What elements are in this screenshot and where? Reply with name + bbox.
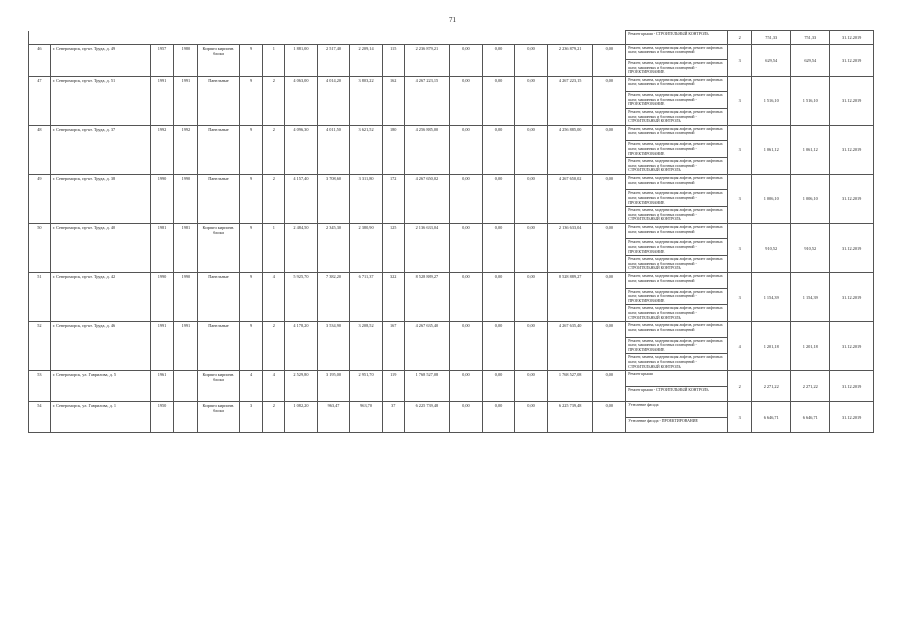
residents-cell: 119 (382, 371, 404, 402)
owner-funds-cell: 4 267 223,15 (547, 76, 593, 125)
living-area-cell: 4 011,50 (317, 125, 350, 174)
address-cell: г. Североморск, пр-кт. Труда, д. 42 (50, 273, 150, 322)
total-cost-cell: 6 225 739,48 (404, 402, 450, 433)
work-type-cell: Ремонт крыши - СТРОИТЕЛЬНЫЙ КОНТРОЛЬ (626, 31, 728, 45)
living-area-cell: 2 345,30 (317, 223, 350, 272)
total-area-cell: 1 881,00 (285, 44, 318, 76)
regional-funds-cell: 0,00 (482, 322, 515, 371)
other-funds-cell: 0,00 (593, 273, 626, 322)
owner-funds-cell: 6 225 739,48 (547, 402, 593, 433)
residents-cell: 115 (382, 44, 404, 76)
owned-area-cell: 6 711,37 (350, 273, 383, 322)
work-count-cell: 2 (728, 371, 752, 402)
table-row (29, 125, 874, 141)
overhaul-year-cell: 1990 (174, 174, 198, 223)
owner-funds-cell: 8 528 889,27 (547, 273, 593, 322)
owned-area-cell: 963,70 (350, 402, 383, 433)
wall-material-cell: Кирпич кирпичн. блоки (198, 402, 239, 433)
wall-material-cell: Кирпич кирпичн. блоки (198, 223, 239, 272)
unit-cost-cell: 751,33 (752, 31, 791, 45)
floors-cell: 9 (239, 273, 263, 322)
work-type-cell: Ремонт, замена, модернизация лифтов, ремонт лифтовых шахт, машинных и блочных помещений (626, 174, 728, 190)
regional-funds-cell: 0,00 (482, 125, 515, 174)
federal-funds-cell: 0,00 (450, 125, 483, 174)
work-count-cell: 3 (728, 223, 752, 272)
page-number: 71 (449, 16, 456, 24)
work-count-cell: 4 (728, 322, 752, 371)
owner-funds-cell: 4 256 885,00 (547, 125, 593, 174)
work-type-cell: Ремонт, замена, модернизация лифтов, ремонт лифтовых шахт, машинных и блочных помещений - СТРОИТЕЛЬНЫЙ КОНТРОЛЬ (626, 354, 728, 371)
max-cost-cell: 1 061,12 (791, 125, 830, 174)
entrances-cell: 1 (263, 223, 285, 272)
work-count-cell: 2 (728, 31, 752, 45)
owner-funds-cell: 2 136 633,04 (547, 223, 593, 272)
wall-material-cell: Панельные (198, 322, 239, 371)
address-cell: г. Североморск, пр-кт. Труда, д. 37 (50, 125, 150, 174)
total-cost-cell: 4 256 885,00 (404, 125, 450, 174)
living-area-cell: 4 014,20 (317, 76, 350, 125)
deadline-cell: 31.12.2019 (830, 174, 874, 223)
regional-funds-cell: 0,00 (482, 273, 515, 322)
work-type-cell: Ремонт, замена, модернизация лифтов, ремонт лифтовых шахт, машинных и блочных помещений (626, 322, 728, 338)
work-type-cell: Ремонт, замена, модернизация лифтов, ремонт лифтовых шахт, машинных и блочных помещений - СТРОИТЕЛЬНЫЙ КОНТРОЛЬ (626, 256, 728, 273)
floors-cell: 4 (239, 371, 263, 402)
work-type-cell: Ремонт, замена, модернизация лифтов, ремонт лифтовых шахт, машинных и блочных помещений (626, 125, 728, 141)
entrances-cell: 2 (263, 125, 285, 174)
work-type-cell: Ремонт, замена, модернизация лифтов, ремонт лифтовых шахт, машинных и блочных помещений - СТРОИТЕЛЬНЫЙ КОНТРОЛЬ (626, 207, 728, 224)
entrances-cell: 2 (263, 402, 285, 433)
work-count-cell: 3 (728, 125, 752, 174)
build-year-cell: 1990 (150, 273, 174, 322)
work-count-cell: 3 (728, 174, 752, 223)
total-area-cell: 4 157,40 (285, 174, 318, 223)
living-area-cell: 7 382,20 (317, 273, 350, 322)
overhaul-year-cell: 1992 (174, 125, 198, 174)
unit-cost-cell: 2 271,22 (752, 371, 791, 402)
floors-cell: 9 (239, 125, 263, 174)
living-area-cell: 3 708,60 (317, 174, 350, 223)
work-type-cell: Ремонт, замена, модернизация лифтов, ремонт лифтовых шахт, машинных и блочных помещений (626, 273, 728, 289)
wall-material-cell: Панельные (198, 174, 239, 223)
total-area-cell: 1 082,20 (285, 402, 318, 433)
address-cell: г. Североморск, пр-кт. Труда, д. 46 (50, 322, 150, 371)
total-cost-cell: 4 267 223,15 (404, 76, 450, 125)
local-funds-cell: 0,00 (515, 125, 548, 174)
deadline-cell: 31.12.2019 (830, 223, 874, 272)
row-number-cell: 47 (29, 76, 51, 125)
work-type-cell: Ремонт, замена, модернизация лифтов, ремонт лифтовых шахт, машинных и блочных помещений - ПРОЕКТИРОВАНИЕ (626, 288, 728, 305)
work-count-cell: 3 (728, 273, 752, 322)
address-cell: г. Североморск, ул. Гаврилова, д. 1 (50, 402, 150, 433)
work-type-cell: Утепление фасада (626, 402, 728, 418)
table-row (29, 31, 874, 45)
row-number-cell: 51 (29, 273, 51, 322)
regional-funds-cell: 0,00 (482, 223, 515, 272)
work-type-cell: Ремонт, замена, модернизация лифтов, ремонт лифтовых шахт, машинных и блочных помещений (626, 44, 728, 60)
federal-funds-cell: 0,00 (450, 371, 483, 402)
total-cost-cell: 8 528 889,27 (404, 273, 450, 322)
floors-cell: 9 (239, 76, 263, 125)
total-cost-cell: 1 768 527,08 (404, 371, 450, 402)
max-cost-cell: 6 646,71 (791, 402, 830, 433)
work-type-cell: Ремонт, замена, модернизация лифтов, ремонт лифтовых шахт, машинных и блочных помещений (626, 76, 728, 92)
floors-cell: 9 (239, 174, 263, 223)
other-funds-cell: 0,00 (593, 223, 626, 272)
row-number-cell: 50 (29, 223, 51, 272)
deadline-cell: 31.12.2019 (830, 44, 874, 76)
work-type-cell: Ремонт крыши - СТРОИТЕЛЬНЫЙ КОНТРОЛЬ (626, 386, 728, 402)
local-funds-cell: 0,00 (515, 322, 548, 371)
build-year-cell: 1981 (150, 223, 174, 272)
wall-material-cell: Кирпич кирпичн. блоки (198, 371, 239, 402)
work-type-cell: Ремонт, замена, модернизация лифтов, ремонт лифтовых шахт, машинных и блочных помещений - ПРОЕКТИРОВАНИЕ (626, 141, 728, 158)
entrances-cell: 2 (263, 174, 285, 223)
owned-area-cell: 3 311,80 (350, 174, 383, 223)
regional-funds-cell: 0,00 (482, 44, 515, 76)
federal-funds-cell: 0,00 (450, 402, 483, 433)
residents-cell: 162 (382, 76, 404, 125)
entrances-cell: 2 (263, 322, 285, 371)
deadline-cell: 31.12.2019 (830, 125, 874, 174)
unit-cost-cell: 629,54 (752, 44, 791, 76)
other-funds-cell: 0,00 (593, 76, 626, 125)
local-funds-cell: 0,00 (515, 273, 548, 322)
deadline-cell: 31.12.2019 (830, 371, 874, 402)
entrances-cell: 2 (263, 76, 285, 125)
max-cost-cell: 1 516,10 (791, 76, 830, 125)
unit-cost-cell: 1 061,12 (752, 125, 791, 174)
work-type-cell: Ремонт крыши (626, 371, 728, 387)
living-area-cell: 2 517,40 (317, 44, 350, 76)
address-cell: г. Североморск, пр-кт. Труда, д. 49 (50, 44, 150, 76)
row-number-cell: 49 (29, 174, 51, 223)
total-area-cell: 2 484,50 (285, 223, 318, 272)
residents-cell: 167 (382, 322, 404, 371)
floors-cell: 9 (239, 44, 263, 76)
unit-cost-cell: 1 201,18 (752, 322, 791, 371)
unit-cost-cell: 910,52 (752, 223, 791, 272)
max-cost-cell: 2 271,22 (791, 371, 830, 402)
address-cell: г. Североморск, пр-кт. Труда, д. 38 (50, 174, 150, 223)
entrances-cell: 4 (263, 273, 285, 322)
total-area-cell: 5 925,70 (285, 273, 318, 322)
wall-material-cell: Панельные (198, 273, 239, 322)
owner-funds-cell: 4 267 650,02 (547, 174, 593, 223)
unit-cost-cell: 1 516,10 (752, 76, 791, 125)
other-funds-cell: 0,00 (593, 125, 626, 174)
residents-cell: 180 (382, 125, 404, 174)
address-cell: г. Североморск, ул. Гаврилова, д. 5 (50, 371, 150, 402)
residents-cell: 37 (382, 402, 404, 433)
overhaul-year-cell: 1980 (174, 44, 198, 76)
max-cost-cell: 751,33 (791, 31, 830, 45)
total-cost-cell: 2 136 633,04 (404, 223, 450, 272)
local-funds-cell: 0,00 (515, 76, 548, 125)
work-count-cell: 3 (728, 44, 752, 76)
work-type-cell: Ремонт, замена, модернизация лифтов, ремонт лифтовых шахт, машинных и блочных помещений - СТРОИТЕЛЬНЫЙ КОНТРОЛЬ (626, 158, 728, 175)
local-funds-cell: 0,00 (515, 402, 548, 433)
table-row (29, 174, 874, 190)
other-funds-cell: 0,00 (593, 174, 626, 223)
local-funds-cell: 0,00 (515, 174, 548, 223)
build-year-cell: 1957 (150, 44, 174, 76)
row-number-cell: 48 (29, 125, 51, 174)
entrances-cell: 1 (263, 44, 285, 76)
build-year-cell: 1961 (150, 371, 174, 402)
overhaul-year-cell (174, 402, 198, 433)
local-funds-cell: 0,00 (515, 223, 548, 272)
federal-funds-cell: 0,00 (450, 76, 483, 125)
federal-funds-cell: 0,00 (450, 273, 483, 322)
other-funds-cell: 0,00 (593, 322, 626, 371)
work-count-cell: 3 (728, 402, 752, 433)
build-year-cell: 1991 (150, 322, 174, 371)
build-year-cell: 1991 (150, 76, 174, 125)
living-area-cell: 3 195,00 (317, 371, 350, 402)
unit-cost-cell: 1 006,10 (752, 174, 791, 223)
living-area-cell: 3 534,90 (317, 322, 350, 371)
other-funds-cell: 0,00 (593, 371, 626, 402)
total-area-cell: 4 063,00 (285, 76, 318, 125)
residents-cell: 125 (382, 223, 404, 272)
work-type-cell: Ремонт, замена, модернизация лифтов, ремонт лифтовых шахт, машинных и блочных помещений - ПРОЕКТИРОВАНИЕ (626, 60, 728, 77)
total-area-cell: 2 529,80 (285, 371, 318, 402)
local-funds-cell: 0,00 (515, 371, 548, 402)
total-cost-cell: 2 236 879,21 (404, 44, 450, 76)
floors-cell: 3 (239, 402, 263, 433)
register-table (28, 30, 874, 433)
owned-area-cell: 2 951,70 (350, 371, 383, 402)
total-cost-cell: 4 267 635,40 (404, 322, 450, 371)
work-type-cell: Ремонт, замена, модернизация лифтов, ремонт лифтовых шахт, машинных и блочных помещений (626, 223, 728, 239)
owner-funds-cell: 4 267 635,40 (547, 322, 593, 371)
federal-funds-cell: 0,00 (450, 223, 483, 272)
row-number-cell: 53 (29, 371, 51, 402)
total-cost-cell: 4 267 650,02 (404, 174, 450, 223)
overhaul-year-cell (174, 371, 198, 402)
row-number-cell: 52 (29, 322, 51, 371)
build-year-cell: 1950 (150, 402, 174, 433)
unit-cost-cell: 6 646,71 (752, 402, 791, 433)
floors-cell: 9 (239, 322, 263, 371)
work-type-cell: Ремонт, замена, модернизация лифтов, ремонт лифтовых шахт, машинных и блочных помещений - ПРОЕКТИРОВАНИЕ (626, 190, 728, 207)
federal-funds-cell: 0,00 (450, 44, 483, 76)
owner-funds-cell: 1 768 527,08 (547, 371, 593, 402)
other-funds-cell: 0,00 (593, 44, 626, 76)
row-number-cell: 46 (29, 44, 51, 76)
total-area-cell: 4 178,20 (285, 322, 318, 371)
work-type-cell: Ремонт, замена, модернизация лифтов, ремонт лифтовых шахт, машинных и блочных помещений - СТРОИТЕЛЬНЫЙ КОНТРОЛЬ (626, 305, 728, 322)
total-area-cell: 4 096,30 (285, 125, 318, 174)
address-cell: г. Североморск, пр-кт. Труда, д. 40 (50, 223, 150, 272)
work-type-cell: Утепление фасада - ПРОЕКТИРОВАНИЕ (626, 417, 728, 433)
work-count-cell: 3 (728, 76, 752, 125)
row-number-cell: 54 (29, 402, 51, 433)
unit-cost-cell: 1 154,39 (752, 273, 791, 322)
local-funds-cell: 0,00 (515, 44, 548, 76)
work-type-cell: Ремонт, замена, модернизация лифтов, ремонт лифтовых шахт, машинных и блочных помещений - ПРОЕКТИРОВАНИЕ (626, 239, 728, 256)
residents-cell: 172 (382, 174, 404, 223)
regional-funds-cell: 0,00 (482, 76, 515, 125)
overhaul-year-cell: 1990 (174, 273, 198, 322)
table-row (29, 402, 874, 418)
carryover-blank (29, 31, 626, 45)
overhaul-year-cell: 1981 (174, 223, 198, 272)
deadline-cell: 31.12.2019 (830, 76, 874, 125)
table-row (29, 223, 874, 239)
table-row (29, 44, 874, 60)
overhaul-year-cell: 1991 (174, 76, 198, 125)
regional-funds-cell: 0,00 (482, 371, 515, 402)
wall-material-cell: Панельные (198, 125, 239, 174)
table-row (29, 76, 874, 92)
owned-area-cell: 3 208,52 (350, 322, 383, 371)
table-row (29, 371, 874, 387)
living-area-cell: 963,47 (317, 402, 350, 433)
other-funds-cell: 0,00 (593, 402, 626, 433)
wall-material-cell: Панельные (198, 76, 239, 125)
entrances-cell: 4 (263, 371, 285, 402)
deadline-cell: 31.12.2019 (830, 322, 874, 371)
wall-material-cell: Кирпич кирпичн. блоки (198, 44, 239, 76)
deadline-cell: 31.12.2019 (830, 402, 874, 433)
table-row (29, 322, 874, 338)
federal-funds-cell: 0,00 (450, 322, 483, 371)
owned-area-cell: 2 380,90 (350, 223, 383, 272)
max-cost-cell: 1 154,39 (791, 273, 830, 322)
floors-cell: 9 (239, 223, 263, 272)
federal-funds-cell: 0,00 (450, 174, 483, 223)
deadline-cell: 31.12.2019 (830, 31, 874, 45)
build-year-cell: 1990 (150, 174, 174, 223)
address-cell: г. Североморск, пр-кт. Труда, д. 51 (50, 76, 150, 125)
regional-funds-cell: 0,00 (482, 402, 515, 433)
max-cost-cell: 1 201,18 (791, 322, 830, 371)
max-cost-cell: 629,54 (791, 44, 830, 76)
max-cost-cell: 910,52 (791, 223, 830, 272)
owner-funds-cell: 2 236 879,21 (547, 44, 593, 76)
work-type-cell: Ремонт, замена, модернизация лифтов, ремонт лифтовых шахт, машинных и блочных помещений - СТРОИТЕЛЬНЫЙ КОНТРОЛЬ (626, 109, 728, 126)
overhaul-year-cell: 1991 (174, 322, 198, 371)
table-row (29, 273, 874, 289)
work-type-cell: Ремонт, замена, модернизация лифтов, ремонт лифтовых шахт, машинных и блочных помещений - ПРОЕКТИРОВАНИЕ (626, 337, 728, 354)
deadline-cell: 31.12.2019 (830, 273, 874, 322)
owned-area-cell: 2 209,14 (350, 44, 383, 76)
build-year-cell: 1992 (150, 125, 174, 174)
owned-area-cell: 3 621,52 (350, 125, 383, 174)
regional-funds-cell: 0,00 (482, 174, 515, 223)
owned-area-cell: 3 803,22 (350, 76, 383, 125)
max-cost-cell: 1 006,10 (791, 174, 830, 223)
residents-cell: 322 (382, 273, 404, 322)
work-type-cell: Ремонт, замена, модернизация лифтов, ремонт лифтовых шахт, машинных и блочных помещений - ПРОЕКТИРОВАНИЕ (626, 92, 728, 109)
